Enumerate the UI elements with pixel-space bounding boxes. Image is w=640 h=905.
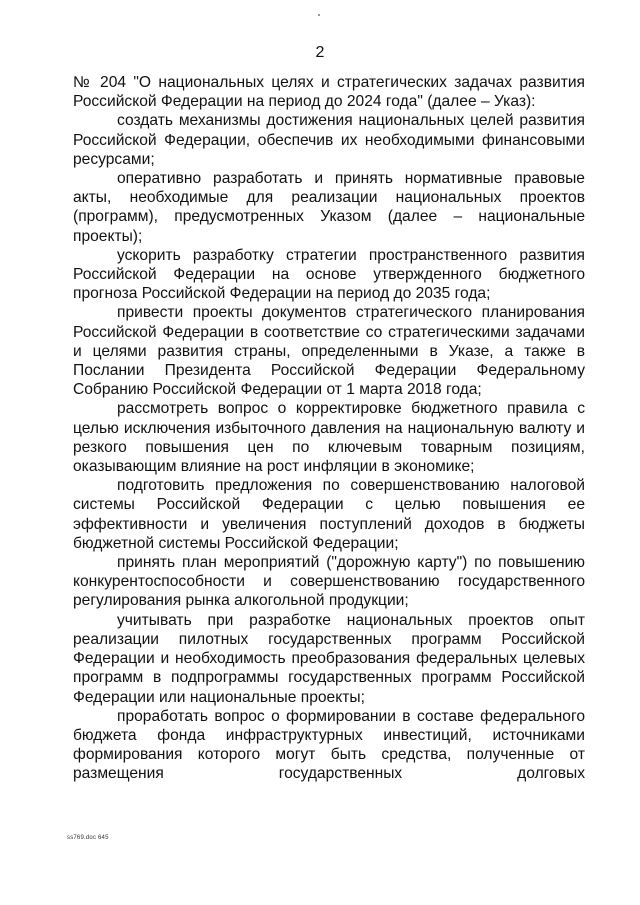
paragraph-item: принять план мероприятий ("дорожную карту") по повышению конкурентоспособности и совершенствованию государственного регулирования рынка алкогольной продукции;: [73, 554, 585, 610]
document-body: [73, 73, 585, 784]
footer-file-code: ss769.doc 645: [67, 835, 109, 841]
scan-speck: [318, 14, 320, 16]
paragraph-item: создать механизмы достижения национальных целей развития Российской Федерации, обеспечив их необходимыми финансовыми ресурсами;: [73, 112, 585, 168]
paragraph-item: ускорить разработку стратегии пространственного развития Российской Федерации на основе утвержденного бюджетного прогноза Российской Федерации на период до 2035 года;: [73, 246, 585, 303]
paragraph-item: учитывать при разработке национальных проектов опыт реализации пилотных государственных программ Российской Федерации и необходимость преобразования федеральных целевых программ в подпрограммы государственных программ Российской Федерации или национальные проекты;: [73, 611, 585, 706]
paragraph-item: рассмотреть вопрос о корректировке бюджетного правила с целью исключения избыточного давления на национальную валюту и резкого повышения цен по ключевым товарным позициям, оказывающим влияние на рост инфляции в экономике;: [73, 400, 585, 476]
paragraph-intro: № 204 "О национальных целях и стратегических задачах развития Российской Федерации на период до 2024 года" (далее – Указ):: [73, 74, 585, 111]
paragraph-item: оперативно разработать и принять нормативные правовые акты, необходимые для реализации национальных проектов (программ), предусмотренных Указом (далее – национальные проекты);: [73, 170, 585, 245]
paragraph-item: привести проекты документов стратегического планирования Российской Федерации в соответствие со стратегическими задачами и целями развития страны, определенными в Указе, а также в Послании Президента Российской Федерации Федеральному Собранию Российской Федерации от 1 марта 2018 года;: [73, 304, 585, 399]
page-number: 2: [315, 44, 325, 61]
paragraph-item: подготовить предложения по совершенствованию налоговой системы Российской Федерации с целью повышения ее эффективности и увеличения поступлений доходов в бюджеты бюджетной системы Российской Федерации;: [73, 477, 585, 552]
paragraph-item-continued: проработать вопрос о формировании в составе федерального бюджета фонда инфраструктурных инвестиций, источниками формирования которого могут быть средства, полученные от размещения государственных долговых: [73, 707, 585, 783]
